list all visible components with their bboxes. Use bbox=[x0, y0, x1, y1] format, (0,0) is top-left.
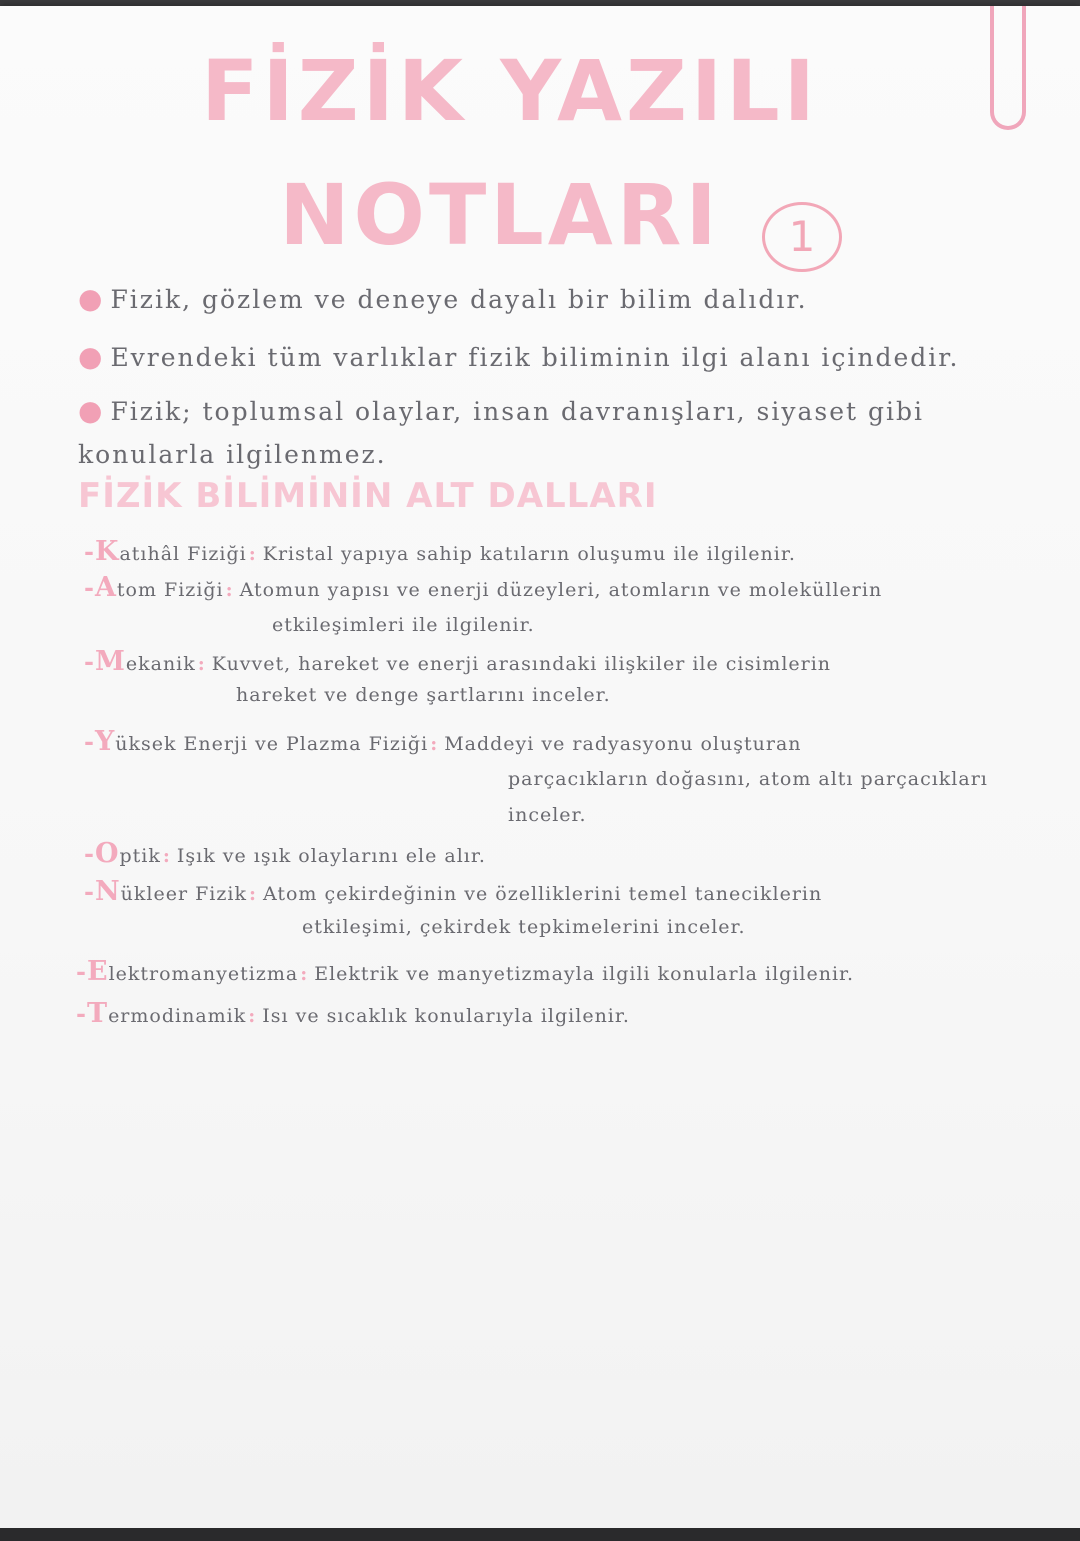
branch-description: Maddeyi ve radyasyonu oluşturan bbox=[444, 733, 802, 755]
section-title: FİZİK BİLİMİNİN ALT DALLARI bbox=[78, 476, 658, 516]
branch-description: Elektrik ve manyetizmayla ilgili konularla ilgilenir. bbox=[314, 963, 855, 985]
branch-description-continued: etkileşimi, çekirdek tepkimelerini inceler. bbox=[302, 916, 746, 938]
branch-name: ermodinamik bbox=[108, 1005, 247, 1027]
branch-initial: O bbox=[94, 838, 120, 869]
branch-item: -Yüksek Enerji ve Plazma Fiziği : Maddeyi ve radyasyonu oluşturan bbox=[84, 726, 802, 757]
bullet-dot-icon: ● bbox=[78, 282, 105, 315]
branch-initial: T bbox=[86, 998, 109, 1029]
branch-initial: A bbox=[94, 572, 117, 603]
bullet-item: ● Evrendeki tüm varlıklar fizik biliminin ilgi alanı içindedir. bbox=[78, 340, 960, 373]
branch-description-continued: etkileşimleri ile ilgilenir. bbox=[272, 614, 535, 636]
bullet-continuation: konularla ilgilenmez. bbox=[78, 440, 387, 469]
branch-item: -Optik : Işık ve ışık olaylarını ele alır. bbox=[84, 838, 486, 869]
branch-item: -Nükleer Fizik : Atom çekirdeğinin ve özelliklerini temel taneciklerin bbox=[84, 876, 823, 907]
branch-initial: K bbox=[94, 536, 120, 567]
branch-item: -Katıhâl Fiziği : Kristal yapıya sahip katıların oluşumu ile ilgilenir. bbox=[84, 536, 796, 567]
notebook-page bbox=[0, 6, 1080, 1528]
branch-description: Atomun yapısı ve enerji düzeyleri, atomların ve moleküllerin bbox=[239, 579, 883, 601]
bullet-item: ● Fizik; toplumsal olaylar, insan davranışları, siyaset gibi bbox=[78, 394, 925, 427]
branch-description-continued: hareket ve denge şartlarını inceler. bbox=[236, 684, 611, 706]
page-subtitle: NOTLARI bbox=[279, 166, 721, 264]
branch-description: Kristal yapıya sahip katıların oluşumu ile ilgilenir. bbox=[262, 543, 796, 565]
branch-initial: E bbox=[86, 956, 109, 987]
branch-name: ükleer Fizik bbox=[120, 883, 247, 905]
branch-initial: Y bbox=[94, 726, 116, 757]
branch-description: Kuvvet, hareket ve enerji arasındaki ilişkiler ile cisimlerin bbox=[211, 653, 832, 675]
branch-item: -Elektromanyetizma : Elektrik ve manyetizmayla ilgili konularla ilgilenir. bbox=[76, 956, 855, 987]
branch-initial: N bbox=[94, 876, 121, 907]
branch-description-continued: parçacıkların doğasını, atom altı parçacıkları bbox=[508, 768, 988, 790]
branch-name: üksek Enerji ve Plazma Fiziği bbox=[115, 733, 429, 755]
bullet-dot-icon: ● bbox=[78, 394, 105, 427]
branch-initial: M bbox=[94, 646, 126, 677]
branch-item: -Mekanik : Kuvvet, hareket ve enerji arasındaki ilişkiler ile cisimlerin bbox=[84, 646, 832, 677]
branch-description: Işık ve ışık olaylarını ele alır. bbox=[176, 845, 486, 867]
branch-name: ptik bbox=[119, 845, 161, 867]
branch-description-continued: inceler. bbox=[508, 804, 587, 826]
branch-name: atıhâl Fiziği bbox=[119, 543, 247, 565]
branch-name: tom Fiziği bbox=[116, 579, 224, 601]
branch-item: -Atom Fiziği : Atomun yapısı ve enerji düzeyleri, atomların ve moleküllerin bbox=[84, 572, 883, 603]
branch-name: lektromanyetizma bbox=[108, 963, 299, 985]
branch-description: Isı ve sıcaklık konularıyla ilgilenir. bbox=[262, 1005, 630, 1027]
branch-name: ekanik bbox=[125, 653, 196, 675]
bullet-item: ● Fizik, gözlem ve deneye dayalı bir bilim dalıdır. bbox=[78, 282, 808, 315]
desk-background bbox=[0, 1528, 1080, 1541]
bullet-dot-icon: ● bbox=[78, 340, 105, 373]
page-title: FİZİK YAZILI bbox=[201, 42, 819, 140]
branch-item: -Termodinamik : Isı ve sıcaklık konularıyla ilgilenir. bbox=[76, 998, 630, 1029]
branch-description: Atom çekirdeğinin ve özelliklerini temel taneciklerin bbox=[262, 883, 823, 905]
page-number-circle: 1 bbox=[762, 202, 842, 272]
